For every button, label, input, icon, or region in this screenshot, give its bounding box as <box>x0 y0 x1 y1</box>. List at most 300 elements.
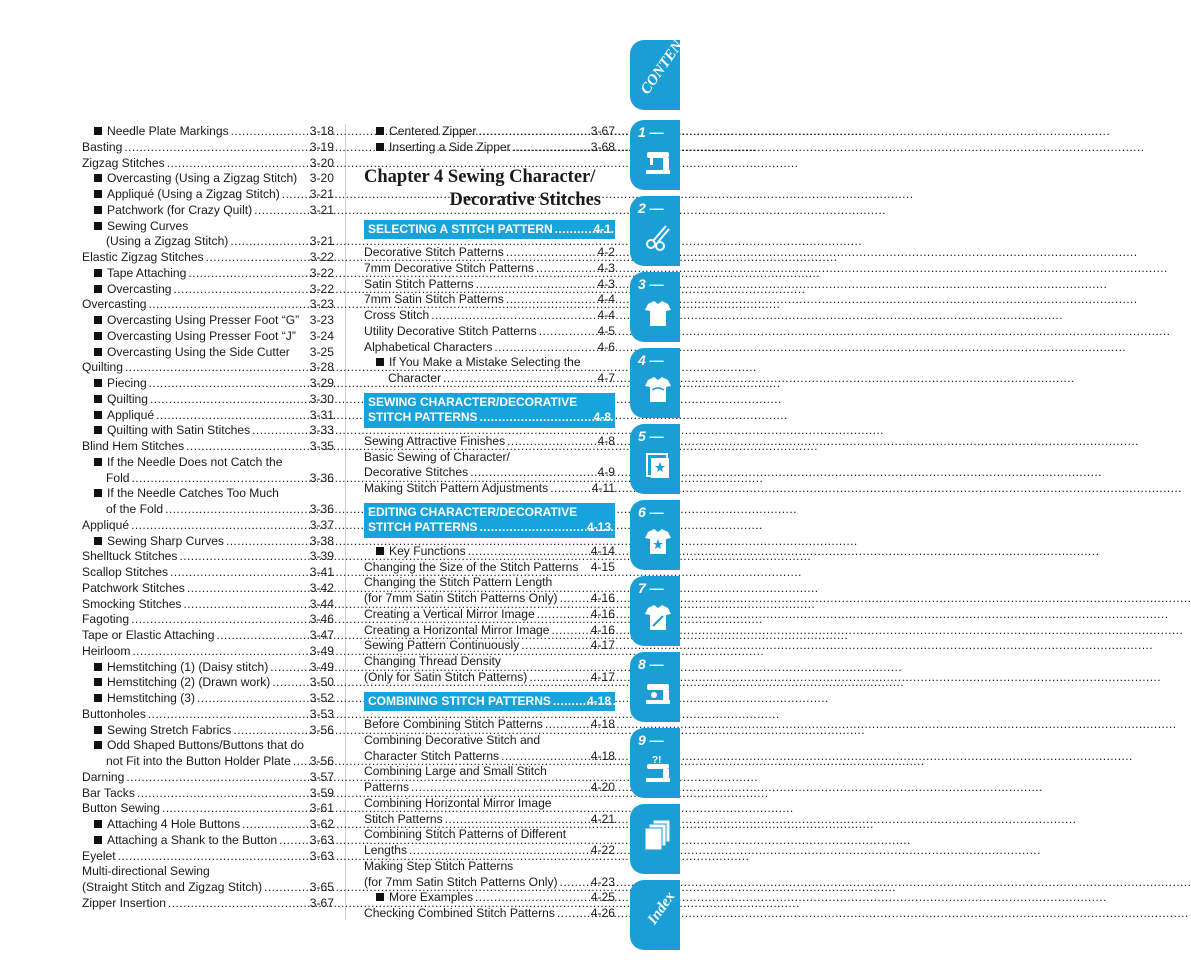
toc-entry-title: Sewing Curves <box>107 218 189 233</box>
toc-entry[interactable] <box>364 906 615 922</box>
toc-entry-title: Zipper Insertion <box>82 895 167 910</box>
toc-entry-title: (Only for Satin Stitch Patterns) <box>364 669 528 684</box>
toc-entry-title: If the Needle Catches Too Much <box>107 486 279 501</box>
toc-entry[interactable] <box>82 486 334 502</box>
toc-entry[interactable] <box>82 707 334 723</box>
dot-leader <box>197 691 308 707</box>
toc-entry-page: 3-21 <box>309 202 334 217</box>
toc-entry-title: Satin Stitch Patterns <box>364 276 474 291</box>
square-bullet-icon <box>94 458 102 466</box>
section-header-title: EDITING CHARACTER/DECORATIVE <box>368 504 578 519</box>
toc-entry[interactable] <box>82 723 334 739</box>
dot-leader <box>167 156 308 172</box>
toc-entry-page: 4-18 <box>590 717 615 731</box>
dot-leader <box>537 607 589 623</box>
toc-entry-page: 4-9 <box>597 465 615 480</box>
toc-entry[interactable] <box>82 171 334 187</box>
dot-leader <box>174 282 308 298</box>
tab-contents[interactable] <box>630 23 697 110</box>
tab-label: 6 — <box>638 504 664 520</box>
toc-entry-title: (for 7mm Satin Stitch Patterns Only) <box>364 874 558 889</box>
section-header-page: 4-13 <box>586 520 611 535</box>
embroidery-frame-icon <box>644 448 672 482</box>
toc-entry-page: 3-35 <box>309 439 334 453</box>
square-bullet-icon <box>94 269 102 277</box>
tab-label: 7 — <box>638 580 664 596</box>
toc-entry[interactable] <box>82 581 334 597</box>
toc-entry[interactable] <box>82 801 334 817</box>
toc-entry-page: 3-67 <box>309 895 334 910</box>
tab-decorative-shirt[interactable] <box>630 348 680 418</box>
dot-leader <box>480 410 592 426</box>
toc-entry[interactable] <box>82 786 334 802</box>
toc-entry-page: 3-29 <box>309 376 334 390</box>
section-header[interactable] <box>364 692 615 712</box>
square-bullet-icon <box>94 206 102 214</box>
toc-entry-page: 3-46 <box>309 612 334 627</box>
toc-entry[interactable] <box>82 534 334 550</box>
tab-pages[interactable] <box>630 804 680 874</box>
tab-label: 9 — <box>638 732 664 748</box>
toc-entry[interactable] <box>364 292 615 308</box>
dot-leader <box>480 520 585 536</box>
troubleshooting-icon <box>644 752 672 786</box>
toc-entry[interactable] <box>82 502 334 518</box>
toc-entry[interactable] <box>364 371 615 387</box>
toc-entry[interactable] <box>82 203 334 219</box>
toc-entry-title: Fold <box>106 470 130 485</box>
square-bullet-icon <box>376 358 384 366</box>
toc-entry-title: Overcasting Using Presser Foot “G” <box>107 313 300 327</box>
toc-entry[interactable] <box>82 282 334 298</box>
toc-entry[interactable] <box>82 376 334 392</box>
toc-entry[interactable] <box>364 812 615 828</box>
tab-star-shirt[interactable] <box>630 500 680 570</box>
toc-entry[interactable] <box>364 654 615 670</box>
square-bullet-icon <box>94 411 102 419</box>
toc-entry-page: 3-49 <box>309 659 334 674</box>
toc-entry[interactable] <box>364 780 615 796</box>
toc-entry-title: Basting <box>82 139 123 154</box>
toc-entry[interactable] <box>364 749 615 765</box>
toc-entry[interactable] <box>364 465 615 481</box>
tab-index[interactable] <box>630 880 680 950</box>
toc-entry[interactable] <box>82 644 334 660</box>
square-bullet-icon <box>94 426 102 434</box>
toc-entry[interactable] <box>364 277 615 293</box>
toc-entry[interactable] <box>364 827 615 843</box>
square-bullet-icon <box>94 395 102 403</box>
square-bullet-icon <box>94 489 102 497</box>
toc-entry-page: 3-22 <box>309 281 334 296</box>
dot-leader <box>279 833 308 849</box>
toc-entry-page: 3-41 <box>309 565 334 579</box>
dot-leader <box>168 896 308 912</box>
toc-entry-page: 3-18 <box>309 124 334 138</box>
toc-entry[interactable] <box>82 392 334 408</box>
toc-entry-title: Creating a Horizontal Mirror Image <box>364 622 550 637</box>
square-bullet-icon <box>94 127 102 135</box>
square-bullet-icon <box>376 893 384 901</box>
toc-entry-page: 4-17 <box>590 638 615 653</box>
toc-entry[interactable] <box>364 245 615 261</box>
toc-entry[interactable] <box>82 833 334 849</box>
tab-label: CONTENTS <box>637 23 697 98</box>
toc-entry-page: 4-16 <box>590 606 615 621</box>
toc-entry-title: (Using a Zigzag Stitch) <box>106 234 229 249</box>
toc-entry[interactable] <box>364 607 615 623</box>
toc-entry[interactable] <box>364 324 615 340</box>
tab-shirt-edit[interactable] <box>630 576 680 646</box>
toc-entry-title: Overcasting Using Presser Foot “J” <box>107 328 296 343</box>
chapter-heading-line-1: Chapter 4 Sewing Character/ <box>364 166 596 187</box>
sewing-machine-icon <box>644 144 672 178</box>
toc-entry-page: 4-14 <box>590 543 615 558</box>
toc-entry[interactable] <box>82 234 334 250</box>
dot-leader <box>118 849 308 865</box>
tab-sewing-machine[interactable] <box>630 120 680 190</box>
dot-leader <box>230 234 307 250</box>
toc-entry-title: Attaching 4 Hole Buttons <box>107 817 241 831</box>
toc-entry[interactable] <box>82 345 334 361</box>
toc-entry-page: 3-57 <box>309 769 334 784</box>
dot-leader <box>206 250 308 266</box>
dot-leader <box>264 880 308 896</box>
toc-entry-page: 3-20 <box>309 155 334 170</box>
toc-entry[interactable] <box>82 455 334 471</box>
section-header-title: STITCH PATTERNS <box>368 410 478 425</box>
toc-entry[interactable] <box>82 313 334 329</box>
dot-leader <box>187 581 308 597</box>
dot-leader <box>431 308 595 324</box>
toc-entry-title: Eyelet <box>82 848 116 863</box>
toc-entry-page: 4-3 <box>597 260 615 275</box>
section-header-title: STITCH PATTERNS <box>368 520 478 535</box>
dot-leader <box>148 707 308 723</box>
toc-entry[interactable] <box>82 880 334 896</box>
dot-leader <box>555 222 592 238</box>
toc-entry[interactable] <box>82 675 334 691</box>
toc-entry-title: Sewing Sharp Curves <box>107 533 224 548</box>
dot-leader <box>282 187 308 203</box>
toc-entry-title: Character Stitch Patterns <box>364 748 500 763</box>
toc-entry[interactable] <box>364 796 615 812</box>
toc-entry-title: Piecing <box>107 376 147 390</box>
square-bullet-icon <box>94 820 102 828</box>
square-bullet-icon <box>376 127 384 135</box>
toc-entry-title: Decorative Stitch Patterns <box>364 245 504 259</box>
toc-entry-page: 3-61 <box>309 801 334 816</box>
square-bullet-icon <box>94 379 102 387</box>
dot-leader <box>132 644 307 660</box>
toc-entry[interactable] <box>82 140 334 156</box>
square-bullet-icon <box>94 836 102 844</box>
toc-entry[interactable] <box>364 340 615 356</box>
toc-entry[interactable] <box>364 544 615 560</box>
toc-entry-title: More Examples <box>389 890 474 905</box>
toc-entry-page: 3-25 <box>309 344 334 359</box>
toc-entry[interactable] <box>364 859 615 875</box>
tab-label: 5 — <box>638 428 664 444</box>
toc-entry[interactable] <box>82 408 334 424</box>
toc-entry-title: Alphabetical Characters <box>364 339 493 354</box>
toc-entry[interactable] <box>82 549 334 565</box>
toc-entry-page: 4-17 <box>590 669 615 684</box>
toc-entry[interactable] <box>364 638 615 654</box>
tab-label: 1 — <box>638 124 664 140</box>
star-shirt-icon <box>644 524 672 558</box>
toc-entry-title: Stitch Patterns <box>364 811 443 826</box>
toc-entry[interactable] <box>364 733 615 749</box>
toc-entry-page: 3-23 <box>309 313 334 327</box>
toc-entry-page: 3-31 <box>309 407 334 422</box>
toc-entry[interactable] <box>364 670 615 686</box>
toc-entry-title: Combining Stitch Patterns of Different <box>364 827 567 842</box>
toc-entry[interactable] <box>364 890 615 906</box>
toc-entry[interactable] <box>364 481 615 497</box>
chapter-heading <box>364 166 615 212</box>
toc-entry-page: 4-20 <box>590 780 615 794</box>
toc-entry[interactable] <box>364 591 615 607</box>
dot-leader <box>165 502 308 518</box>
toc-entry-page: 3-44 <box>309 596 334 611</box>
toc-entry-page: 4-5 <box>597 323 615 338</box>
decorative-shirt-icon <box>644 372 672 406</box>
toc-entry[interactable] <box>364 875 615 891</box>
tab-label: 4 — <box>638 352 664 368</box>
toc-entry[interactable] <box>82 439 334 455</box>
toc-entry[interactable] <box>82 817 334 833</box>
dot-leader <box>443 371 595 387</box>
toc-entry[interactable] <box>364 560 615 576</box>
toc-entry[interactable] <box>82 423 334 439</box>
toc-entry-title: Combining Decorative Stitch and <box>364 732 541 747</box>
toc-entry-page: 4-8 <box>597 433 615 448</box>
shirt-edit-icon <box>644 600 672 634</box>
toc-entry[interactable] <box>82 770 334 786</box>
toc-entry-page: 3-62 <box>309 817 334 831</box>
dot-leader <box>553 694 585 710</box>
toc-entry-title: Appliqué <box>82 517 130 532</box>
tab-scissors-thread[interactable] <box>630 196 680 266</box>
toc-entry-title: 7mm Satin Stitch Patterns <box>364 292 504 307</box>
section-header-page: 4-1 <box>593 221 611 236</box>
toc-entry[interactable] <box>82 250 334 266</box>
toc-entry-page: 4-16 <box>590 622 615 637</box>
dot-leader <box>183 597 307 613</box>
toc-entry-title: Appliqué <box>107 407 155 422</box>
toc-entry[interactable] <box>82 187 334 203</box>
toc-entry-title: Creating a Vertical Mirror Image <box>364 606 535 621</box>
toc-entry-title: Changing the Size of the Stitch Patterns <box>364 559 579 574</box>
toc-entry-title: Elastic Zigzag Stitches <box>82 250 204 264</box>
toc-entry-title: Quilting <box>82 360 124 375</box>
section-header[interactable] <box>364 220 615 240</box>
toc-entry-title: Odd Shaped Buttons/Buttons that do <box>107 738 305 753</box>
toc-entry-title: Needle Plate Markings <box>107 124 229 138</box>
toc-entry-title: Overcasting <box>82 297 147 312</box>
toc-entry[interactable] <box>364 355 615 371</box>
toc-entry[interactable] <box>364 261 615 277</box>
toc-entry-title: Tape or Elastic Attaching <box>82 628 215 642</box>
dot-leader <box>272 675 307 691</box>
dot-leader <box>470 465 595 481</box>
toc-entry-page: 3-24 <box>309 328 334 343</box>
toc-entry[interactable] <box>364 124 615 140</box>
toc-entry[interactable] <box>82 864 334 880</box>
toc-entry-title: Utility Decorative Stitch Patterns <box>364 323 537 338</box>
chapter-heading-line-2: Decorative Stitches <box>449 189 601 210</box>
toc-entry-title: Centered Zipper <box>389 124 477 138</box>
toc-entry[interactable] <box>364 764 615 780</box>
toc-entry-page: 3-22 <box>309 250 334 264</box>
dot-leader <box>468 544 589 560</box>
dot-leader <box>409 843 589 859</box>
tab-label: 3 — <box>638 276 664 292</box>
toc-entry[interactable] <box>364 140 615 156</box>
toc-entry-title: Overcasting Using the Side Cutter <box>107 344 290 359</box>
toc-entry-page: 4-6 <box>597 339 615 354</box>
dot-leader <box>545 717 589 733</box>
dot-leader <box>506 292 596 308</box>
toc-entry-title: Hemstitching (1) (Daisy stitch) <box>107 659 269 674</box>
toc-entry-title: Overcasting <box>107 281 172 296</box>
toc-entry[interactable] <box>82 156 334 172</box>
toc-entry[interactable] <box>364 843 615 859</box>
dot-leader <box>513 140 589 156</box>
toc-entry[interactable] <box>82 297 334 313</box>
toc-entry-title: Darning <box>82 769 125 784</box>
section-header[interactable] <box>364 503 615 538</box>
toc-entry-title: Quilting <box>107 391 149 406</box>
dot-leader <box>501 749 589 765</box>
dot-leader <box>475 890 589 906</box>
toc-entry-title: Hemstitching (3) <box>107 691 196 705</box>
toc-entry-page: 3-33 <box>309 423 334 438</box>
toc-left-column <box>82 124 334 912</box>
toc-entry[interactable] <box>364 717 615 733</box>
toc-entry-title: Quilting with Satin Stitches <box>107 423 251 438</box>
tab-troubleshooting[interactable] <box>630 728 680 798</box>
dot-leader <box>149 376 308 392</box>
toc-entry[interactable] <box>82 565 334 581</box>
toc-entry[interactable] <box>82 691 334 707</box>
toc-entry-page: 3-37 <box>309 517 334 532</box>
toc-entry[interactable] <box>82 612 334 628</box>
tab-label: 2 — <box>638 200 664 216</box>
toc-entry-title: Sewing Attractive Finishes <box>364 433 506 448</box>
toc-entry[interactable] <box>82 329 334 345</box>
toc-entry-page: 4-2 <box>597 245 615 259</box>
tab-machine-maintenance[interactable] <box>630 652 680 722</box>
shirt-icon <box>644 296 672 330</box>
toc-entry[interactable] <box>364 450 615 466</box>
tab-shirt[interactable] <box>630 272 680 342</box>
toc-entry-title: Tape Attaching <box>107 265 187 280</box>
toc-entry-page: 3-21 <box>309 234 334 249</box>
toc-entry-page: 4-15 <box>590 559 615 574</box>
dot-leader <box>186 439 308 455</box>
toc-entry[interactable] <box>364 623 615 639</box>
toc-entry-page: 3-56 <box>309 754 334 768</box>
toc-entry-title: Inserting a Side Zipper <box>389 139 511 154</box>
section-header[interactable] <box>364 393 615 428</box>
toc-entry[interactable] <box>364 308 615 324</box>
square-bullet-icon <box>94 537 102 545</box>
toc-entry-page: 3-56 <box>309 722 334 737</box>
toc-entry-page: 3-63 <box>309 848 334 863</box>
machine-maintenance-icon <box>644 676 672 710</box>
dot-leader <box>506 245 596 261</box>
tab-embroidery-frame[interactable] <box>630 424 680 494</box>
toc-entry-title: Smocking Stitches <box>82 596 182 611</box>
toc-entry-title: Hemstitching (2) (Drawn work) <box>107 675 271 690</box>
toc-entry-page: 3-28 <box>309 360 334 375</box>
toc-entry[interactable] <box>82 660 334 676</box>
toc-entry[interactable] <box>82 628 334 644</box>
toc-entry-page: 4-18 <box>590 748 615 763</box>
tab-label: 8 — <box>638 656 664 672</box>
toc-entry-title: Fagoting <box>82 612 130 627</box>
square-bullet-icon <box>94 316 102 324</box>
section-header-page: 4-8 <box>593 410 611 425</box>
toc-entry-page: 3-52 <box>309 691 334 705</box>
section-header-page: 4-18 <box>586 693 611 708</box>
square-bullet-icon <box>94 285 102 293</box>
dot-leader <box>124 140 307 156</box>
toc-entry-page: 4-4 <box>597 292 615 307</box>
toc-entry[interactable] <box>82 849 334 865</box>
dot-leader <box>132 471 308 487</box>
dot-leader <box>131 612 308 628</box>
toc-entry-title: Sewing Stretch Fabrics <box>107 722 232 737</box>
toc-entry[interactable] <box>82 360 334 376</box>
square-bullet-icon <box>94 678 102 686</box>
dot-leader <box>188 266 307 282</box>
toc-entry[interactable] <box>82 738 334 754</box>
dot-leader <box>539 324 596 340</box>
toc-entry[interactable] <box>82 471 334 487</box>
square-bullet-icon <box>94 348 102 356</box>
toc-entry-title: (Straight Stitch and Zigzag Stitch) <box>82 880 263 894</box>
toc-entry[interactable] <box>364 575 615 591</box>
toc-entry-page: 3-36 <box>309 502 334 516</box>
toc-entry-title: Shelltuck Stitches <box>82 549 178 564</box>
section-header-title: SELECTING A STITCH PATTERN <box>368 221 553 236</box>
toc-entry-page: 4-11 <box>591 481 615 495</box>
toc-entry[interactable] <box>82 754 334 770</box>
toc-entry-page: 3-47 <box>309 628 334 642</box>
dot-leader <box>550 481 590 497</box>
toc-entry-title: Changing Thread Density <box>364 654 501 668</box>
toc-entry[interactable] <box>82 266 334 282</box>
toc-entry-page: 4-25 <box>590 890 615 905</box>
toc-entry[interactable] <box>364 434 615 450</box>
dot-leader <box>150 392 308 408</box>
toc-entry[interactable] <box>82 518 334 534</box>
dot-leader <box>126 770 307 786</box>
toc-entry-title: not Fit into the Button Holder Plate <box>106 754 291 768</box>
toc-entry-page: 3-42 <box>309 580 334 595</box>
toc-entry[interactable] <box>82 219 334 235</box>
toc-entry-page: 3-19 <box>309 139 334 154</box>
toc-entry[interactable] <box>82 597 334 613</box>
toc-entry-page: 3-38 <box>309 533 334 548</box>
toc-entry[interactable] <box>82 896 334 912</box>
toc-entry-title: Combining Large and Small Stitch <box>364 764 547 779</box>
toc-entry-title: Patterns <box>364 780 410 794</box>
toc-entry[interactable] <box>82 124 334 140</box>
